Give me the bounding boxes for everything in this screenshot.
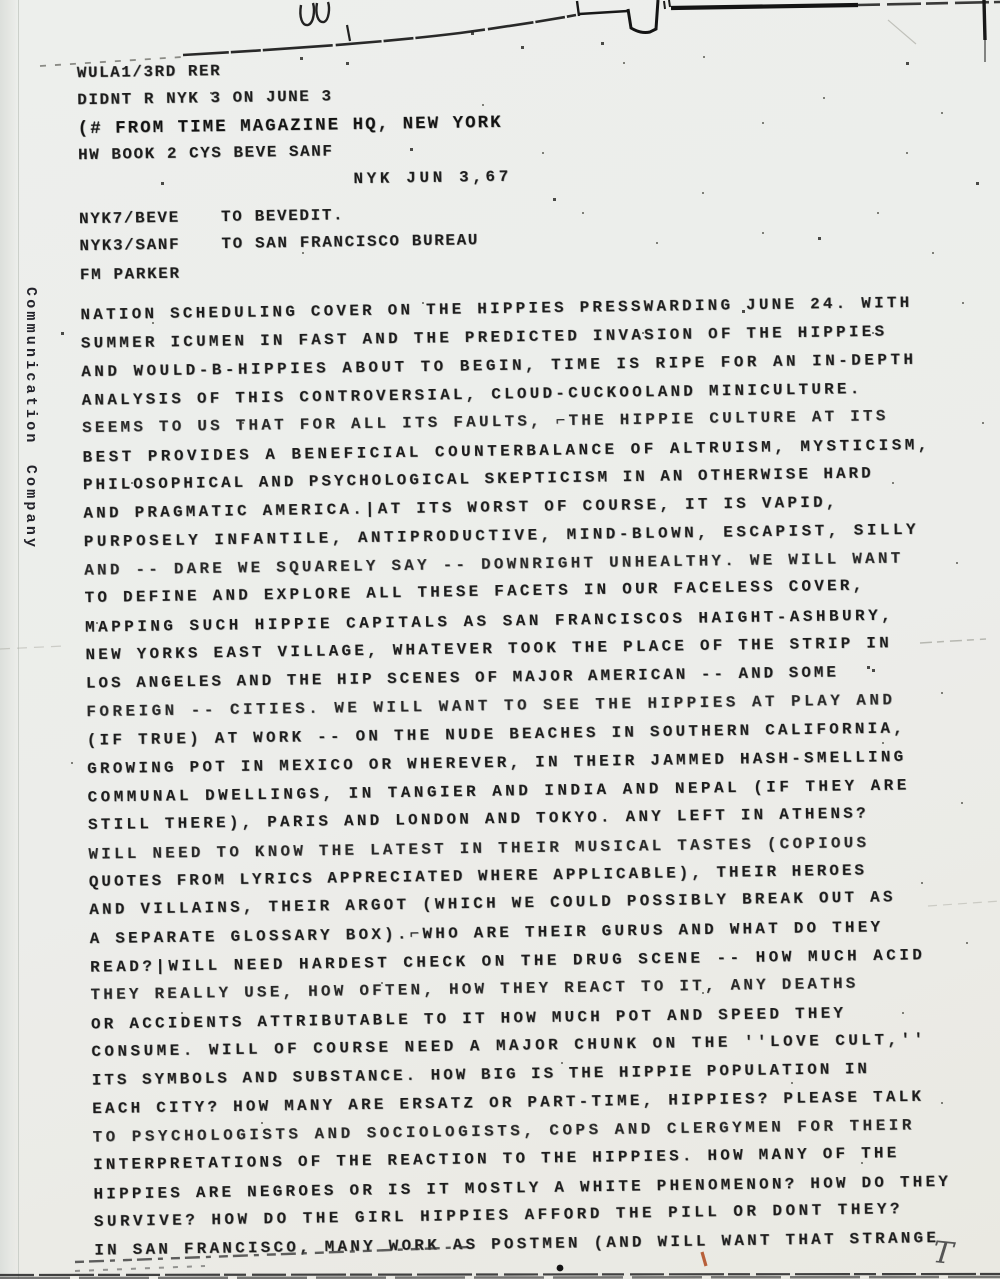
from-line: FM PARKER	[79, 264, 181, 284]
body-line: NEW YORKS EAST VILLAGE, WHATEVER TOOK THE PLACE OF THE STRIP IN	[85, 634, 893, 665]
body-line: GROWING POT IN MEXICO OR WHEREVER, IN THEIR JAMMED HASH-SMELLING	[87, 747, 907, 778]
header-line-origin: (# FROM TIME MAGAZINE HQ, NEW YORK	[77, 112, 503, 139]
body-line: AND VILLAINS, THEIR ARGOT (WHICH WE COULD POSSIBLY BREAK OUT AS	[89, 888, 896, 920]
body-line: SEEMS TO US THAT FOR ALL ITS FAULTS, ⌐THE HIPPIE CULTURE AT ITS	[81, 407, 889, 438]
routing-destination: TO SAN FRANCISCO BUREAU	[221, 231, 480, 254]
body-line: MAPPING SUCH HIPPIE CAPITALS AS SAN FRANCISCOS HAIGHT-ASHBURY,	[84, 606, 895, 637]
body-line: LOS ANGELES AND THE HIP SCENES OF MAJOR AMERICAN -- AND SOME	[85, 664, 840, 694]
side-label-communication-company: Communication Company	[22, 287, 39, 551]
body-line: QUOTES FROM LYRICS APPRECIATED WHERE APPLICABLE), THEIR HEROES	[88, 861, 868, 892]
body-line: INTERPRETATIONS OF THE REACTION TO THE HIPPIES. HOW MANY OF THE	[92, 1144, 900, 1175]
body-line: COMMUNAL DWELLINGS, IN TANGIER AND INDIA AND NEPAL (IF THEY ARE	[87, 776, 910, 807]
body-line: READ?|WILL NEED HARDEST CHECK ON THE DRUG SCENE -- HOW MUCH ACID	[89, 946, 926, 977]
body-line: CONSUME. WILL OF COURSE NEED A MAJOR CHUNK ON THE ''LOVE CULT,''	[91, 1030, 927, 1062]
body-line: THEY REALLY USE, HOW OFTEN, HOW THEY REACT TO IT, ANY DEATHS	[90, 974, 859, 1005]
body-line: SURVIVE? HOW DO THE GIRL HIPPIES AFFORD THE PILL OR DONT THEY?	[93, 1200, 904, 1232]
telegram-body	[80, 293, 952, 1269]
body-line: IN SAN FRANCISCO, MANY WORK AS POSTMEN (AND WILL WANT THAT STRANGE	[94, 1229, 940, 1261]
body-line: AND WOULD-B-HIPPIES ABOUT TO BEGIN, TIME IS RIPE FOR AN IN-DEPTH	[81, 350, 917, 381]
header-line-service-note: DIDNT R NYK 3 ON JUNE 3	[77, 87, 333, 110]
body-line: (IF TRUE) AT WORK -- ON THE NUDE BEACHES IN SOUTHERN CALIFORNIA,	[86, 719, 907, 750]
body-line: WILL NEED TO KNOW THE LATEST IN THEIR MUSICAL TASTES (COPIOUS	[88, 833, 870, 864]
body-line: NATION SCHEDULING COVER ON THE HIPPIES PRESSWARDING JUNE 24. WITH	[80, 293, 913, 325]
body-line: SUMMER ICUMEN IN FAST AND THE PREDICTED INVASION OF THE HIPPIES	[80, 323, 888, 354]
body-line: TO PSYCHOLOGISTS AND SOCIOLOGISTS, COPS AND CLERGYMEN FOR THEIR	[92, 1116, 915, 1147]
body-line: AND PRAGMATIC AMERICA.|AT ITS WORST OF COURSE, IT IS VAPID,	[83, 493, 839, 524]
body-line: ITS SYMBOLS AND SUBSTANCE. HOW BIG IS THE HIPPIE POPULATION IN	[91, 1060, 871, 1090]
body-line: BEST PROVIDES A BENEFICIAL COUNTERBALANCE OF ALTRUISM, MYSTICISM,	[82, 435, 931, 467]
routing-code: NYK3/SANF	[79, 236, 181, 256]
routing-block	[79, 204, 513, 265]
routing-code: NYK7/BEVE	[78, 208, 180, 229]
body-line: HIPPIES ARE NEGROES OR IS IT MOSTLY A WHITE PHENOMENON? HOW DO THEY	[93, 1172, 952, 1204]
body-line: AND -- DARE WE SQUARELY SAY -- DOWNRIGHT UNHEALTHY. WE WILL WANT	[84, 549, 904, 580]
dateline: NYK JUN 3,67	[353, 167, 512, 188]
body-line: STILL THERE), PARIS AND LONDON AND TOKYO. ANY LEFT IN ATHENS?	[87, 804, 869, 835]
body-line: ANALYSIS OF THIS CONTROVERSIAL, CLOUD-CUCKOOLAND MINICULTURE.	[81, 380, 863, 410]
header-line-copies: HW BOOK 2 CYS BEVE SANF	[77, 142, 334, 165]
body-line: PURPOSELY INFANTILE, ANTIPRODUCTIVE, MIND-BLOWN, ESCAPIST, SILLY	[83, 520, 920, 551]
body-line: PHILOSOPHICAL AND PSYCHOLOGICAL SKEPTICISM IN AN OTHERWISE HARD	[82, 464, 874, 495]
handwritten-t-annotation: T	[931, 1235, 955, 1272]
body-line: EACH CITY? HOW MANY ARE ERSATZ OR PART-TIME, HIPPIES? PLEASE TALK	[92, 1087, 925, 1118]
telegram-header	[77, 58, 514, 294]
body-line: OR ACCIDENTS ATTRIBUTABLE TO IT HOW MUCH POT AND SPEED THEY	[90, 1004, 847, 1034]
routing-destination: TO BEVEDIT.	[220, 206, 345, 227]
body-line: A SEPARATE GLOSSARY BOX).⌐WHO ARE THEIR GURUS AND WHAT DO THEY	[89, 917, 884, 948]
header-line-routing-id: WULA1/3RD RER	[76, 62, 222, 83]
body-line: TO DEFINE AND EXPLORE ALL THESE FACETS IN OUR FACELESS COVER,	[84, 577, 866, 608]
body-line: FOREIGN -- CITIES. WE WILL WANT TO SEE THE HIPPIES AT PLAY AND	[86, 690, 896, 721]
